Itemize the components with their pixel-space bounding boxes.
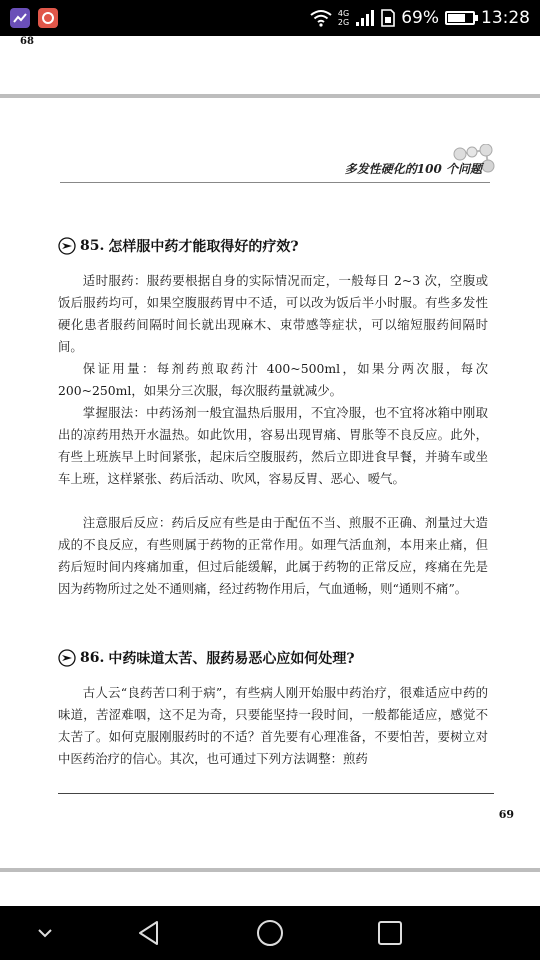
- network-type-bottom: 2G: [337, 18, 350, 27]
- question-text: 中药味道太苦、服药易恶心应如何处理?: [108, 651, 355, 667]
- sim-icon: [381, 9, 395, 27]
- question-number: 85.: [80, 238, 105, 254]
- wifi-icon: [310, 9, 332, 27]
- network-type: [338, 9, 349, 27]
- header-rule: [60, 182, 490, 183]
- running-header: 多发性硬化的100 个问题: [344, 162, 482, 176]
- page-number: 69: [498, 808, 514, 821]
- clock: 13:28: [481, 8, 530, 28]
- chevron-down-icon: [30, 918, 60, 948]
- status-bar: [0, 0, 540, 36]
- paragraph-dosage: 保证用量：每剂药煎取药汁 400~500ml，如果分两次服，每次 200~250ml，如果分三次服，每次服药量就减少。: [58, 361, 488, 398]
- hide-nav-button[interactable]: [30, 918, 60, 948]
- battery-icon: [445, 11, 475, 25]
- chart-app-icon: [10, 8, 30, 28]
- square-icon: [375, 918, 405, 948]
- previous-page[interactable]: [0, 36, 540, 94]
- signal-icon: [355, 9, 375, 27]
- arrow-bullet-icon: [58, 649, 76, 667]
- battery-fill: [448, 14, 465, 22]
- paragraph-bitter-taste: 古人云“良药苦口利于病”，有些病人刚开始服中药治疗，很难适应中药的味道，苦涩难咽，这不足为奇，只要能坚持一段时间，一般都能适应，感觉不太苦了。如何克服刚服药时的不适？首先要有心理准备，不要怕苦，要树立对中医药治疗的信心。其次，也可通过下列方法调整：煎药: [58, 685, 488, 766]
- shield-app-icon: [38, 8, 58, 28]
- paragraph-timing: 适时服药：服药要根据自身的实际情况而定，一般每日 2~3 次，空腹或饭后服药均可，如果空腹服药胃中不适，可以改为饭后半小时服。有些多发性硬化患者服药间隔时间长就出现麻木、束带感等症状，可以缩短服药间隔时间。: [58, 273, 488, 354]
- network-type-top: 4G: [337, 9, 350, 18]
- question-text: 怎样服中药才能取得好的疗效?: [108, 239, 299, 255]
- question-85-title: [58, 236, 299, 256]
- home-button[interactable]: [255, 918, 285, 948]
- book-page[interactable]: [0, 98, 540, 868]
- arrow-bullet-icon: [58, 237, 76, 255]
- paragraph-reaction: 注意服后反应：药后反应有些是由于配伍不当、煎服不正确、剂量过大造成的不良反应，有些则属于药物的正常作用。如理气活血剂，本用来止痛，但药后短时间内疼痛加重，但过后能缓解，此属于药物的正常反应，疼痛在先是因为药物所过之处不通则痛，经过药物作用后，气血通畅，则“通则不痛”。: [58, 515, 488, 596]
- paragraph-method: 掌握服法：中药汤剂一般宜温热后服用，不宜冷服，也不宜将冰箱中刚取出的凉药用热开水温热。如此饮用，容易出现胃痛、胃胀等不良反应。此外，有些上班族早上时间紧张，起床后空腹服药，然后立即进食早餐，并骑车或坐车上班，这样紧张、药后活动、吹风，容易反胃、恶心、嗳气。: [58, 405, 488, 486]
- home-circle-icon: [255, 918, 285, 948]
- previous-page-number: 68: [20, 36, 34, 47]
- back-button[interactable]: [135, 918, 165, 948]
- next-page[interactable]: [0, 872, 540, 906]
- navigation-bar: [0, 906, 540, 960]
- battery-percent: 69%: [401, 8, 439, 28]
- recent-apps-button[interactable]: [375, 918, 405, 948]
- back-triangle-icon: [135, 918, 165, 948]
- question-number: 86.: [80, 650, 105, 666]
- question-86-title: [58, 648, 355, 668]
- footer-rule: [58, 793, 494, 794]
